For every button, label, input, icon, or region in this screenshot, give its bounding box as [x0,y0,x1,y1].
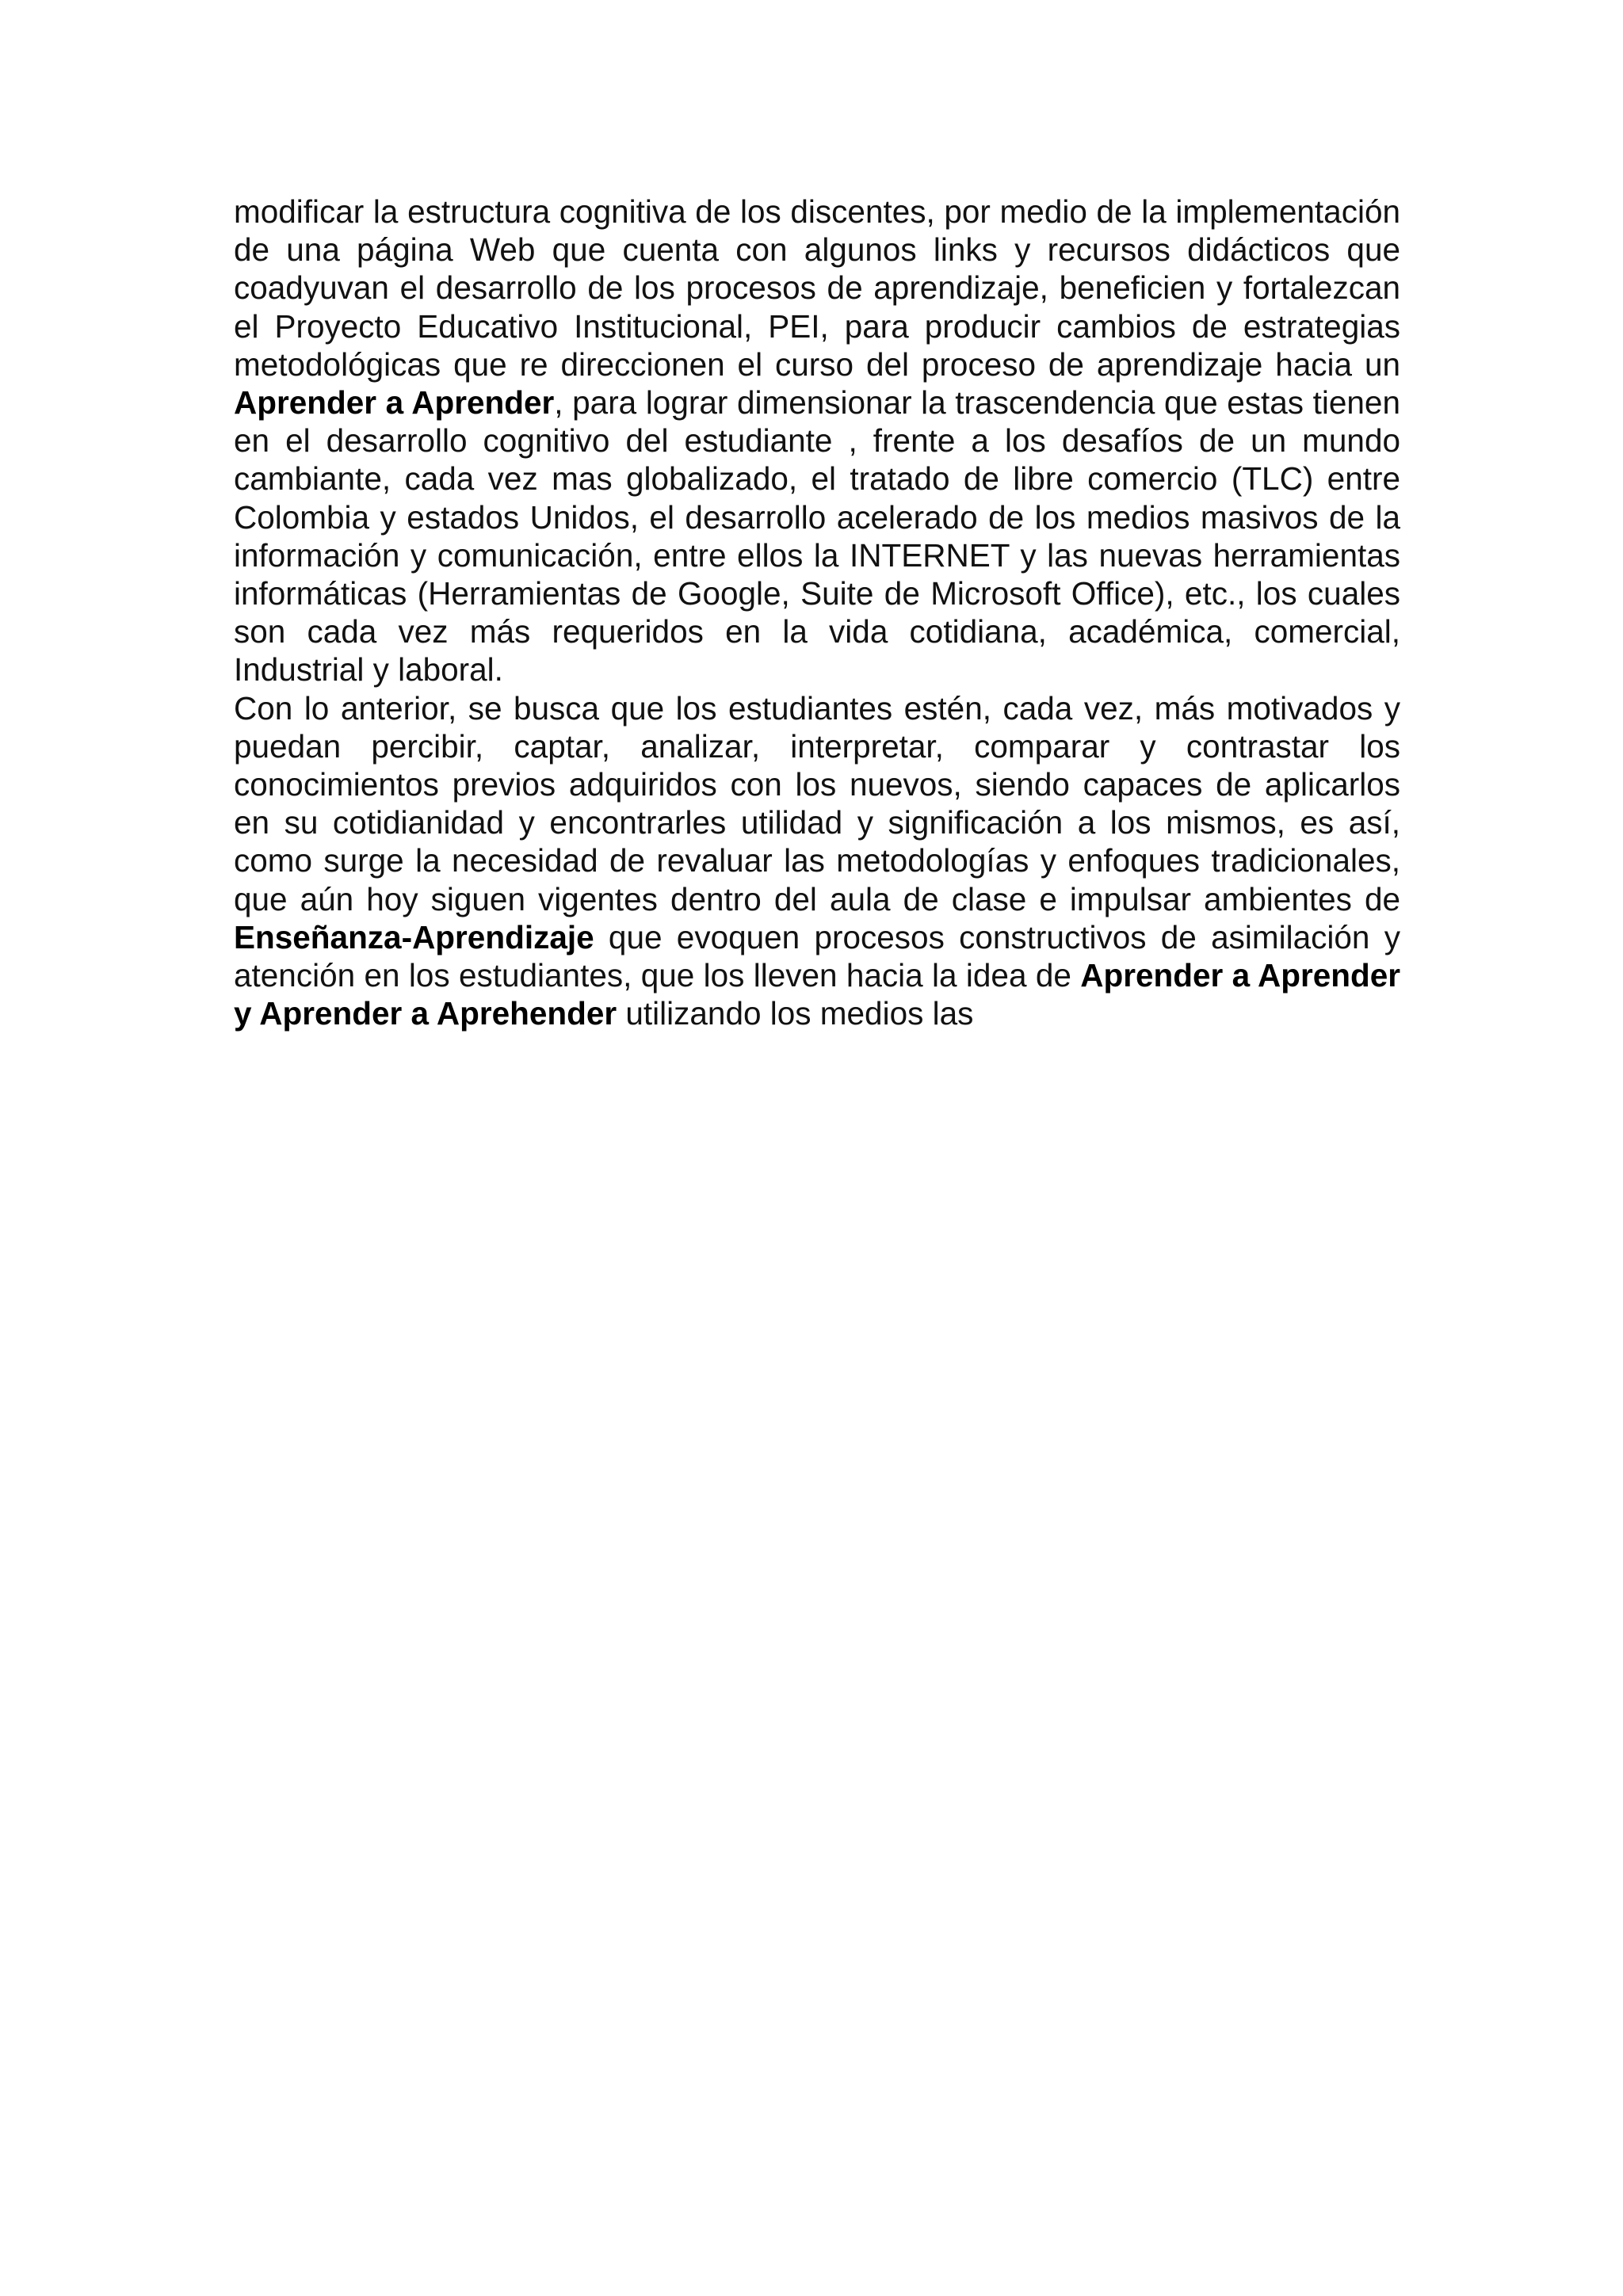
paragraph-2-text-2: que evoquen procesos constructivos de asimilación y atención en los estudiantes, que los lleven hacia la idea de [234,918,1400,994]
paragraph-1-text-1: modificar la estructura cognitiva de los discentes, por medio de la implementación de una página Web que cuenta con algunos links y recursos didácticos que coadyuvan el desarrollo de los procesos de aprendizaje, beneficien y fortalezcan el Proyecto Educativo Institucional, PEI, para producir cambios de estrategias metodológicas que re direccionen el curso del proceso de aprendizaje hacia un [234,193,1400,383]
paragraph-2-text-3: utilizando los medios las [617,995,974,1032]
paragraph-2 [234,689,1400,1033]
paragraph-2-text-1: Con lo anterior, se busca que los estudiantes estén, cada vez, más motivados y puedan percibir, captar, analizar, interpretar, comparar y contrastar los conocimientos previos adquiridos con los nuevos, siendo capaces de aplicarlos en su cotidianidad y encontrarles utilidad y significación a los mismos, es así, como surge la necesidad de revaluar las metodologías y enfoques tradicionales, que aún hoy siguen vigentes dentro del aula de clase e impulsar ambientes de [234,689,1400,917]
body-text [234,193,1400,1032]
paragraph-2-bold-aprender-aprehender: Aprender a Aprender y Aprender a Aprehender [234,957,1400,1032]
paragraph-2-bold-ensenanza-aprendizaje: Enseñanza-Aprendizaje [234,918,594,955]
paragraph-1-bold-aprender-a-aprender: Aprender a Aprender [234,384,555,421]
paragraph-1 [234,193,1400,689]
paragraph-1-text-2: , para lograr dimensionar la trascendencia que estas tienen en el desarrollo cognitivo del estudiante , frente a los desafíos de un mundo cambiante, cada vez mas globalizado, el tratado de libre comercio (TLC) entre Colombia y estados Unidos, el desarrollo acelerado de los medios masivos de la información y comunicación, entre ellos la INTERNET y las nuevas herramientas informáticas (Herramientas de Google, Suite de Microsoft Office), etc., los cuales son cada vez más requeridos en la vida cotidiana, académica, comercial, Industrial y laboral. [234,384,1400,688]
